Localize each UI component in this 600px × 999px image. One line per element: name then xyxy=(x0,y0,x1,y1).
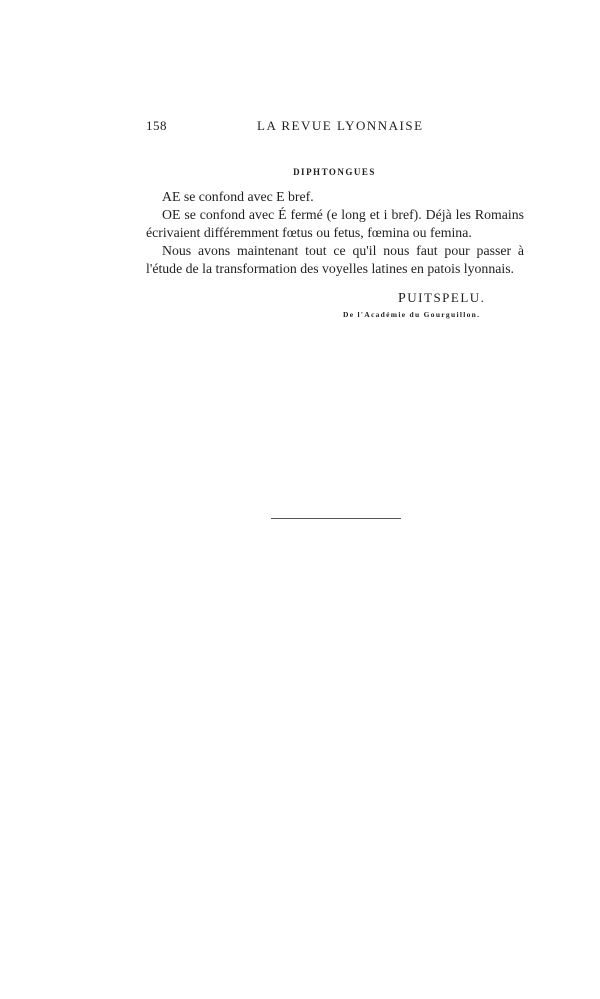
paragraph-ae: AE se confond avec E bref. xyxy=(162,189,314,204)
journal-title: LA REVUE LYONNAISE xyxy=(257,118,424,133)
author-affiliation: De l'Académie du Gourguillon. xyxy=(343,310,481,319)
signature-rest: UITSPELU. xyxy=(407,290,486,305)
signature-initial: P xyxy=(398,291,408,306)
section-heading: DIPHTONGUES xyxy=(293,167,376,177)
body-text xyxy=(146,188,524,278)
paragraph-transition: Nous avons maintenant tout ce qu'il nous faut pour passer à l'étude de la transformation des voyelles latines en patois lyonnais. xyxy=(146,243,524,276)
author-signature xyxy=(398,290,485,307)
paragraph-oe: OE se confond avec É fermé (e long et i bref). Déjà les Romains écrivaient différemment fœtus ou fetus, fœmina ou femina. xyxy=(146,207,524,240)
page-number: 158 xyxy=(146,118,167,133)
running-head xyxy=(146,118,524,136)
section-end-rule xyxy=(271,518,401,519)
